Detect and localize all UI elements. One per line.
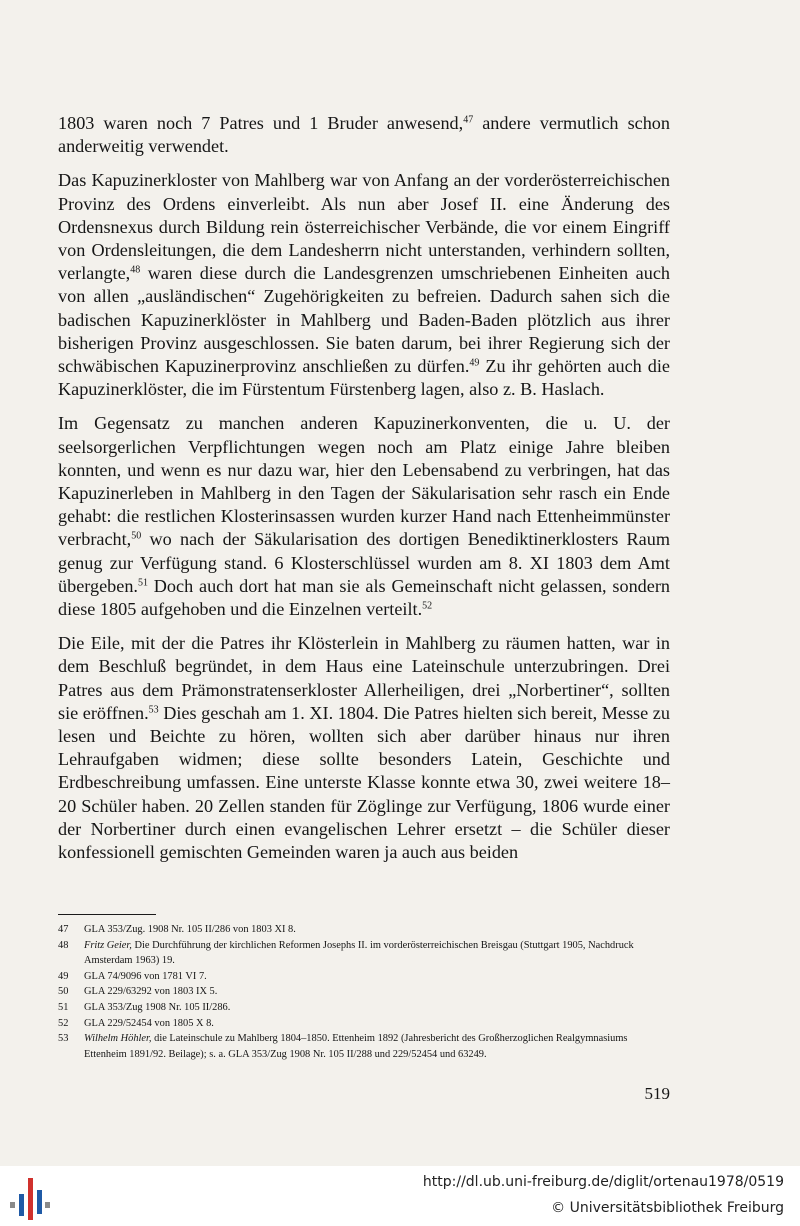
text-segment: Dies geschah am 1. XI. 1804. Die Patres hielten sich bereit, Messe zu lesen und Beichte zu hören, wollten sich aber darüber hinaus nur ihren Lehraufgaben widmen; diese sollte besonders Latein, Geschichte und Erdbeschreibung umfassen. Eine unterste Klasse konnte etwa 30, zwei weitere 18–20 Schüler haben. 20 Zellen standen für Zöglinge zur Verfügung, 1806 wurde einer der Norbertiner durch einen evangelischen Lehrer ersetzt – die Schüler dieser konfessionell gemischten Gemeinden waren ja auch aus beiden xyxy=(58,702,670,863)
text-segment: Die Eile, mit der die Patres ihr Klösterlein in Mahlberg zu räumen hatten, war in dem Beschluß begründet, in dem Haus eine Lateinschule unterzubringen. Drei Patres aus dem Prämonstratenserkloster Allerheiligen, drei „Norbertiner“, sollten sie eröffnen. xyxy=(58,633,670,723)
footnote-number: 47 xyxy=(58,924,69,935)
text-segment: Zu ihr gehörten auch die Kapuzinerklöster, die im Fürstentum Fürstenberg lagen, also z. B. Haslach. xyxy=(58,356,670,400)
body-text xyxy=(58,112,670,875)
text-segment: waren diese durch die Landesgrenzen umschriebenen Einheiten auch von allen „ausländischen“ Zugehörigkeiten zu befreien. Dadurch sahen sich die badischen Kapuzinerklöster in Mahlberg und Baden-Baden plötzlich aus ihrer bisherigen Provinz ausgeschlossen. Sie baten darum, bei ihrer Regierung sich der schwäbischen Kapuzinerprovinz anschließen zu dürfen. xyxy=(58,263,670,377)
ub-freiburg-logo-icon xyxy=(10,1178,50,1220)
paragraph xyxy=(58,169,670,401)
paragraph xyxy=(58,112,670,158)
text-segment: wo nach der Säkularisation des dortigen Benediktinerklosters Raum genug zur Verfügung stand. 6 Klosterschlüssel wurden am 8. XI 1803 dem Amt übergeben. xyxy=(58,529,670,596)
footnote-author: Wilhelm Höhler, xyxy=(84,1033,152,1045)
footnote-text: die Lateinschule zu Mahlberg 1804–1850. Ettenheim 1892 (Jahresbericht des Großherzoglichen Realgymnasiums Ettenheim 1891/92. Beilage); s. a. GLA 353/Zug 1908 Nr. 105 II/288 und 229/52454 und 63249. xyxy=(84,1033,628,1060)
footnote-number: 51 xyxy=(58,1001,69,1013)
text-segment: Doch auch dort hat man sie als Gemeinschaft nicht gelassen, sondern diese 1805 aufgehoben und die Einzelnen verteilt. xyxy=(58,575,670,620)
footnote-text: GLA 353/Zug 1908 Nr. 105 II/286. xyxy=(84,1001,231,1013)
footnote-reference[interactable]: 47 xyxy=(463,114,474,126)
footnote-reference[interactable]: 51 xyxy=(137,577,148,589)
footnote-reference[interactable]: 53 xyxy=(148,704,159,716)
paragraph xyxy=(58,632,670,864)
footnote-reference[interactable]: 48 xyxy=(130,264,141,276)
footnote-author: Fritz Geier, xyxy=(84,939,132,951)
paragraph xyxy=(58,412,670,621)
footnote xyxy=(58,1000,670,1016)
footnote-reference[interactable]: 52 xyxy=(422,600,433,612)
footnote xyxy=(58,938,670,969)
footnote-reference[interactable]: 50 xyxy=(131,530,142,542)
footnote-reference[interactable]: 49 xyxy=(469,357,480,369)
text-segment: Das Kapuzinerkloster von Mahlberg war von Anfang an der vorderösterreichischen Provinz des Ordens einverleibt. Als nun aber Josef II. eine Änderung des Ordensnexus durch Bildung rein österreichischer Verbände, die vor einem Eingriff von Ordensleitungen, die dem Landesherrn nicht unterstanden, verhindern sollten, verlangte, xyxy=(58,170,670,284)
footnote xyxy=(58,984,670,1000)
viewer-footer xyxy=(0,1166,800,1226)
footnote-number: 52 xyxy=(58,1017,69,1029)
source-url[interactable]: http://dl.ub.uni-freiburg.de/diglit/ortenau1978/0519 xyxy=(422,1174,784,1190)
footnote-number: 50 xyxy=(58,986,69,998)
text-segment: andere vermutlich schon anderweitig verwendet. xyxy=(58,113,670,157)
footnote xyxy=(58,1031,670,1062)
text-segment: Im Gegensatz zu manchen anderen Kapuzinerkonventen, die u. U. der seelsorgerlichen Verpflichtungen wegen noch am Platz einige Jahre bleiben konnten, und wenn es nur dazu war, hier den Lebensabend zu verbringen, hat das Kapuzinerleben in Mahlberg in den Tagen der Säkularisation sehr rasch ein Ende gehabt: die restlichen Klosterinsassen wurden kurzer Hand nach Ettenheimmünster verbracht, xyxy=(58,413,670,550)
footnote-text: Die Durchführung der kirchlichen Reformen Josephs II. im vorderösterreichischen Breisgau (Stuttgart 1905, Nachdruck Amsterdam 1963) 19. xyxy=(84,939,634,967)
footnote-text: GLA 353/Zug. 1908 Nr. 105 II/286 von 1803 XI 8. xyxy=(84,924,296,935)
text-segment: 1803 waren noch 7 Patres und 1 Bruder anwesend, xyxy=(58,113,464,133)
footnote-number: 53 xyxy=(58,1033,69,1045)
footnote-separator xyxy=(58,914,156,915)
footnote xyxy=(58,1016,670,1032)
footnote-text: GLA 74/9096 von 1781 VI 7. xyxy=(84,970,207,982)
footnote xyxy=(58,969,670,985)
footnote-number: 48 xyxy=(58,939,69,951)
copyright-notice: © Universitätsbibliothek Freiburg xyxy=(551,1200,784,1216)
page-number: 519 xyxy=(644,1084,670,1103)
footnote-number: 49 xyxy=(58,970,69,982)
footnote-text: GLA 229/52454 von 1805 X 8. xyxy=(84,1017,214,1029)
footnotes xyxy=(58,922,670,1062)
footnote xyxy=(58,922,670,938)
footnote-text: GLA 229/63292 von 1803 IX 5. xyxy=(84,986,218,998)
